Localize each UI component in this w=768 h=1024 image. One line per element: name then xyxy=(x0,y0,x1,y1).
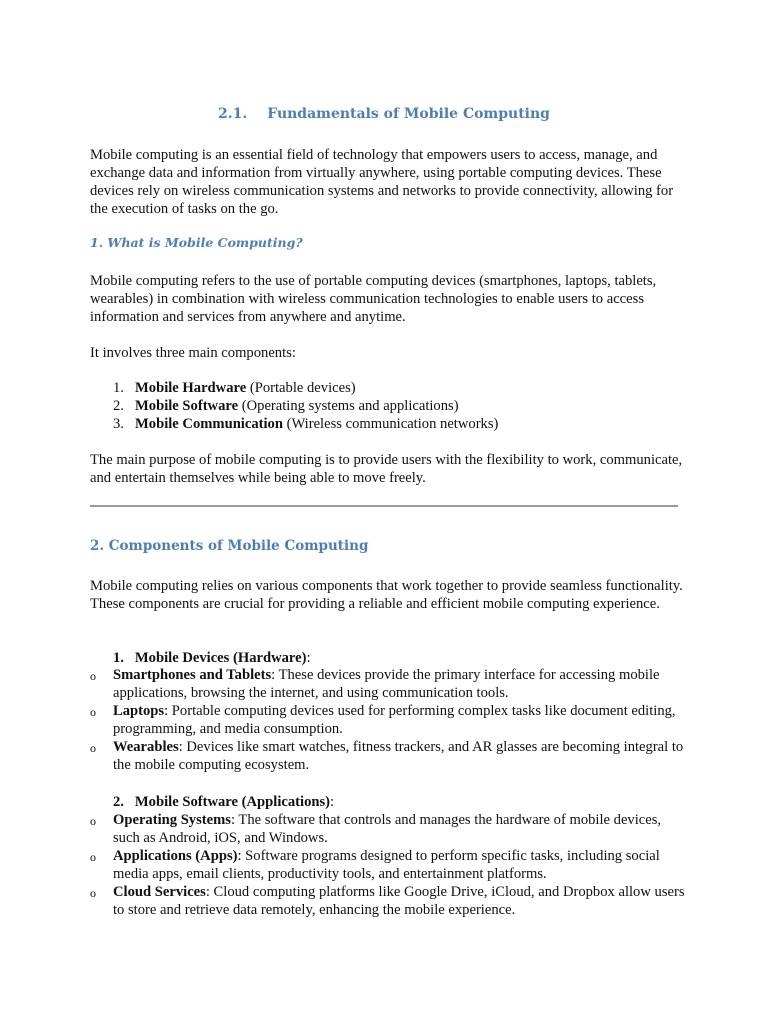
list-item: o Applications (Apps): Software programs designed to perform specific tasks, including social media apps, email clients, productivity tools, and entertainment platforms. xyxy=(90,848,660,882)
group-title-software: 2. Mobile Software (Applications): xyxy=(113,794,335,810)
list-item: o Laptops: Portable computing devices used for performing complex tasks like document editing, programming, and media consumption. xyxy=(90,703,676,737)
bullet-marker: o xyxy=(90,886,96,900)
bullet-marker: o xyxy=(90,669,96,683)
hardware-bullets xyxy=(90,666,690,774)
bullet-marker: o xyxy=(90,705,96,719)
list-item: 2. Mobile Software (Operating systems and applications) xyxy=(113,398,459,414)
bullet-marker: o xyxy=(90,814,96,828)
section2-intro: Mobile computing relies on various components that work together to provide seamless functionality. These components are crucial for providing a reliable and efficient mobile computing experience. xyxy=(90,578,683,612)
list-item: o Cloud Services: Cloud computing platforms like Google Drive, iCloud, and Dropbox allow users to store and retrieve data remotely, enhancing the mobile experience. xyxy=(90,884,685,918)
group-title-hardware: 1. Mobile Devices (Hardware): xyxy=(113,650,311,666)
section1-heading: 1. What is Mobile Computing? xyxy=(90,235,303,250)
list-item: 3. Mobile Communication (Wireless communication networks) xyxy=(113,416,499,432)
software-bullets xyxy=(90,811,690,919)
intro-paragraph: Mobile computing is an essential field of technology that empowers users to access, manage, and exchange data and information from virtually anywhere, using portable computing devices. These devices rely on wireless communication systems and networks to provide connectivity, allowing for the execution of tasks on the go. xyxy=(90,147,674,217)
components-list xyxy=(113,379,498,433)
title-number: 2.1. xyxy=(218,106,248,122)
purpose-paragraph: The main purpose of mobile computing is to provide users with the flexibility to work, communicate, and entertain themselves while being able to move freely. xyxy=(90,452,683,486)
list-item: o Smartphones and Tablets: These devices provide the primary interface for accessing mobile applications, browsing the internet, and using communication tools. xyxy=(90,667,660,701)
page-title xyxy=(0,106,768,122)
list-item: o Operating Systems: The software that controls and manages the hardware of mobile devices, such as Android, iOS, and Windows. xyxy=(90,812,662,846)
horizontal-divider xyxy=(90,505,678,507)
title-text: Fundamentals of Mobile Computing xyxy=(267,106,550,122)
list-item: o Wearables: Devices like smart watches, fitness trackers, and AR glasses are becoming integral to the mobile computing ecosystem. xyxy=(90,739,684,773)
bullet-marker: o xyxy=(90,741,96,755)
bullet-marker: o xyxy=(90,850,96,864)
definition-paragraph: Mobile computing refers to the use of portable computing devices (smartphones, laptops, tablets, wearables) in combination with wireless communication technologies to enable users to access information and services from anywhere and anytime. xyxy=(90,273,657,325)
section2-heading: 2. Components of Mobile Computing xyxy=(90,538,369,554)
list-item: 1. Mobile Hardware (Portable devices) xyxy=(113,380,356,396)
components-intro: It involves three main components: xyxy=(90,345,296,361)
